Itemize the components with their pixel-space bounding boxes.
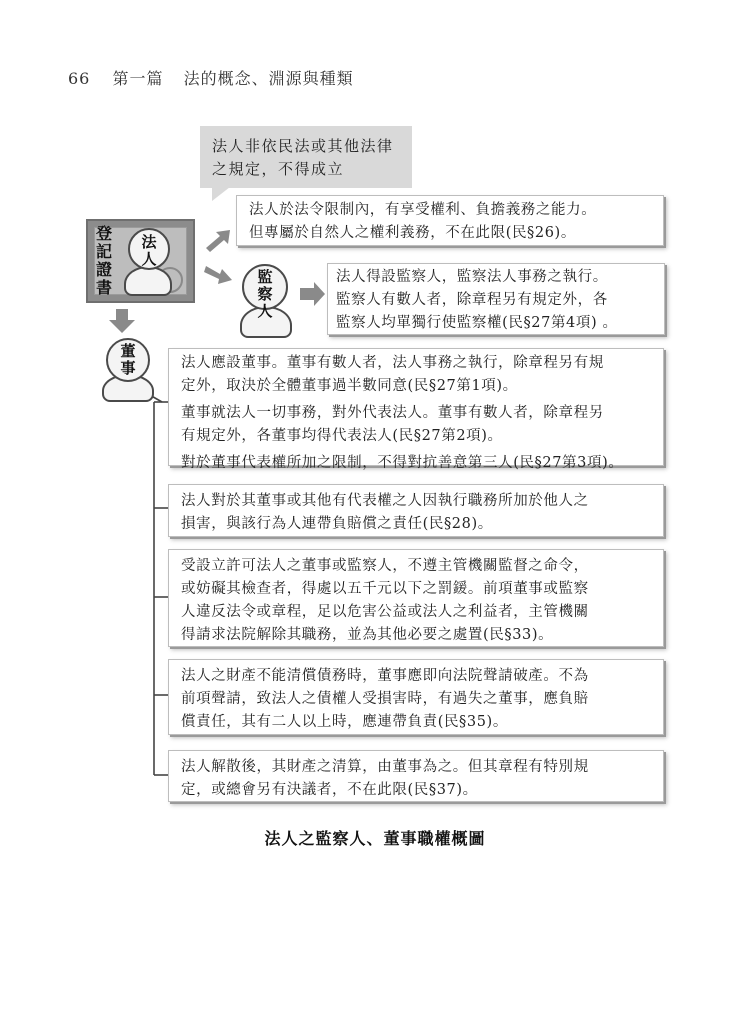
bubble-tail <box>212 187 230 201</box>
liquidation-box <box>168 750 664 802</box>
figure-caption: 法人之監察人、董事職權概圖 <box>264 829 486 848</box>
penalty-line-2: 或妨礙其檢查者，得處以五千元以下之罰鍰。前項董事或監察 <box>181 581 589 597</box>
supervisor-line-1: 法人得設監察人，監察法人事務之執行。 <box>336 269 608 285</box>
part-title: 第一篇 <box>112 69 164 88</box>
juristic-person-figure <box>122 226 174 296</box>
arrow-to-supervisor <box>204 266 232 284</box>
penalty-line-3: 人違反法令或章程，足以危害公益或法人之利益者，主管機關 <box>181 604 589 620</box>
penalty-line-4: 得請求法院解除其職務，並為其他必要之處置(民§33)。 <box>181 627 554 643</box>
capacity-box <box>236 195 664 246</box>
bankruptcy-line-1: 法人之財產不能清償債務時，董事應即向法院聲請破產。不為 <box>181 668 589 684</box>
duty-p3-line-1: 對於董事代表權所加之限制，不得對抗善意第三人(民§27第3項)。 <box>181 455 624 471</box>
chapter-title: 法的概念、淵源與種類 <box>183 69 354 88</box>
liability-line-1: 法人對於其董事或其他有代表權之人因執行職務所加於他人之 <box>181 493 589 509</box>
establishment-bubble <box>200 126 412 188</box>
juristic-person-body <box>124 266 172 296</box>
supervisor-box <box>327 263 665 335</box>
capacity-line-2: 但專屬於自然人之權利義務，不在此限(民§26)。 <box>249 225 576 241</box>
bankruptcy-line-2: 前項聲請，致法人之債權人受損害時，有過失之董事，應負賠 <box>181 691 589 707</box>
juristic-person-label: 法人 <box>141 233 157 268</box>
liquidation-line-2: 定，或總會另有決議者，不在此限(民§37)。 <box>181 782 478 798</box>
capacity-line-1: 法人於法令限制內，有享受權利、負擔義務之能力。 <box>249 202 597 218</box>
duty-p1-line-1: 法人應設董事。董事有數人者，法人事務之執行，除章程另有規 <box>181 355 604 371</box>
bubble-line-2: 之規定，不得成立 <box>212 160 345 178</box>
duty-p2-line-1: 董事就法人一切事務，對外代表法人。董事有數人者，除章程另 <box>181 405 604 421</box>
penalty-line-1: 受設立許可法人之董事或監察人，不遵主管機關監督之命令， <box>181 558 589 574</box>
supervisor-line-2: 監察人有數人者，除章程另有規定外，各 <box>336 292 608 308</box>
bubble-line-1: 法人非依民法或其他法律 <box>212 137 394 155</box>
bankruptcy-line-3: 償責任，其有二人以上時，應連帶負責(民§35)。 <box>181 714 508 730</box>
duty-p2-line-2: 有規定外，各董事均得代表法人(民§27第2項)。 <box>181 428 503 444</box>
arrow-to-director <box>109 309 135 333</box>
liability-box <box>168 484 664 537</box>
supervisor-label: 監察人 <box>257 268 273 320</box>
bankruptcy-box <box>168 659 664 735</box>
page-number: 66 <box>68 69 91 88</box>
director-figure <box>100 338 158 400</box>
supervisor-line-3: 監察人均單獨行使監察權(民§27第4項) 。 <box>336 315 618 331</box>
duty-p1-line-2: 定外，取決於全體董事過半數同意(民§27第1項)。 <box>181 378 518 394</box>
liability-line-2: 損害，與該行為人連帶負賠償之責任(民§28)。 <box>181 516 493 532</box>
arrow-supervisor-box <box>300 282 325 306</box>
liquidation-line-1: 法人解散後，其財產之清算，由董事為之。但其章程有特別規 <box>181 759 589 775</box>
arrow-to-capacity <box>206 230 230 252</box>
supervisor-figure <box>236 262 296 338</box>
director-duty-box <box>168 348 664 471</box>
certificate-label: 登記證書 <box>96 224 113 297</box>
director-label: 董事 <box>120 342 136 377</box>
penalty-box <box>168 549 664 647</box>
